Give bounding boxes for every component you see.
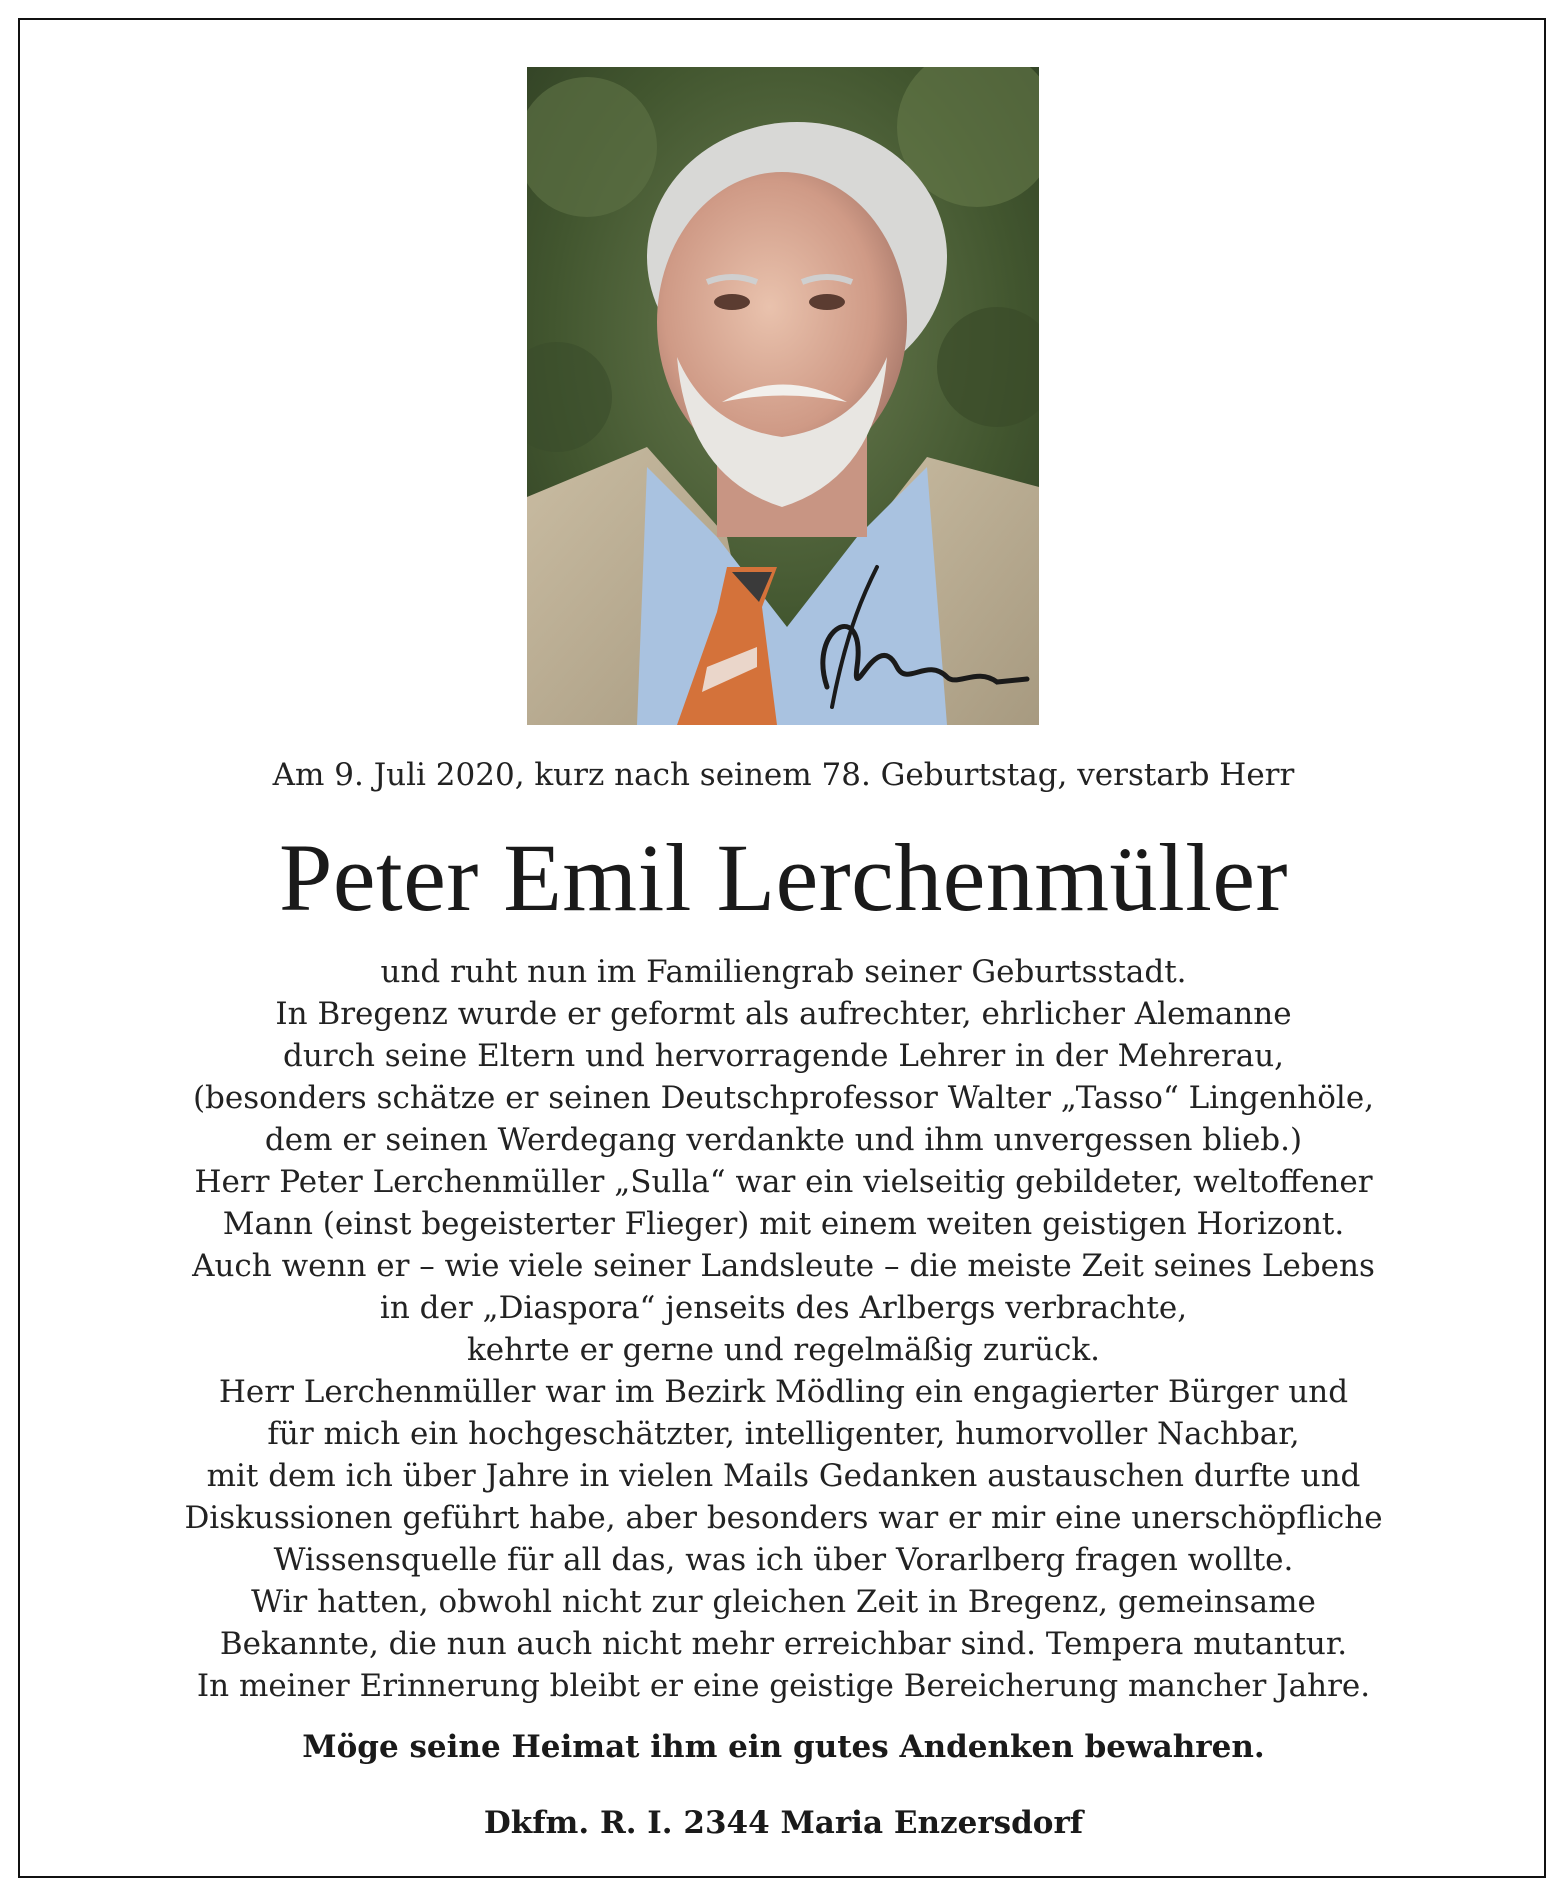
eulogy-line: Mann (einst begeisterter Flieger) mit einem weiten geistigen Horizont. bbox=[222, 1206, 1345, 1242]
eulogy-line: durch seine Eltern und hervorragende Lehrer in der Mehrerau, bbox=[282, 1038, 1285, 1074]
eulogy-line: Herr Lerchenmüller war im Bezirk Mödling ein engagierter Bürger und bbox=[218, 1374, 1349, 1410]
eulogy-line: Bekannte, die nun auch nicht mehr erreichbar sind. Tempera mutantur. bbox=[219, 1626, 1348, 1662]
eulogy-line: mit dem ich über Jahre in vielen Mails Gedanken austauschen durfte und bbox=[206, 1458, 1361, 1494]
eulogy-line: (besonders schätze er seinen Deutschprofessor Walter „Tasso“ Lingenhöle, bbox=[192, 1080, 1375, 1116]
eulogy-text bbox=[60, 951, 1507, 1707]
eulogy-line: Herr Peter Lerchenmüller „Sulla“ war ein vielseitig gebildeter, weltoffener bbox=[194, 1164, 1373, 1200]
eulogy-line: kehrte er gerne und regelmäßig zurück. bbox=[467, 1332, 1100, 1368]
eulogy-line: Auch wenn er – wie viele seiner Landsleute – die meiste Zeit seines Lebens bbox=[192, 1248, 1375, 1284]
intro-line: Am 9. Juli 2020, kurz nach seinem 78. Geburtstag, verstarb Herr bbox=[272, 757, 1295, 793]
eulogy-line: In Bregenz wurde er geformt als aufrechter, ehrlicher Alemanne bbox=[275, 996, 1292, 1032]
sender-signature: Dkfm. R. I. 2344 Maria Enzersdorf bbox=[483, 1805, 1084, 1841]
eulogy-line: In meiner Erinnerung bleibt er eine geistige Bereicherung mancher Jahre. bbox=[196, 1668, 1371, 1704]
eulogy-line: und ruht nun im Familiengrab seiner Geburtsstadt. bbox=[380, 954, 1187, 990]
portrait-photo bbox=[527, 67, 1039, 725]
closing-line: Möge seine Heimat ihm ein gutes Andenken bewahren. bbox=[302, 1729, 1265, 1765]
eulogy-line: für mich ein hochgeschätzter, intelligenter, humorvoller Nachbar, bbox=[267, 1416, 1300, 1452]
eulogy-line: Wir hatten, obwohl nicht zur gleichen Zeit in Bregenz, gemeinsame bbox=[251, 1584, 1316, 1620]
eulogy-line: dem er seinen Werdegang verdankte und ihm unvergessen blieb.) bbox=[264, 1122, 1303, 1158]
deceased-name: Peter Emil Lerchenmüller bbox=[279, 824, 1288, 931]
portrait-image bbox=[527, 67, 1039, 725]
eulogy-line: in der „Diaspora“ jenseits des Arlbergs verbrachte, bbox=[379, 1290, 1188, 1326]
eulogy-line: Diskussionen geführt habe, aber besonders war er mir eine unerschöpfliche bbox=[184, 1500, 1383, 1536]
eulogy-line: Wissensquelle für all das, was ich über Vorarlberg fragen wollte. bbox=[273, 1542, 1294, 1578]
